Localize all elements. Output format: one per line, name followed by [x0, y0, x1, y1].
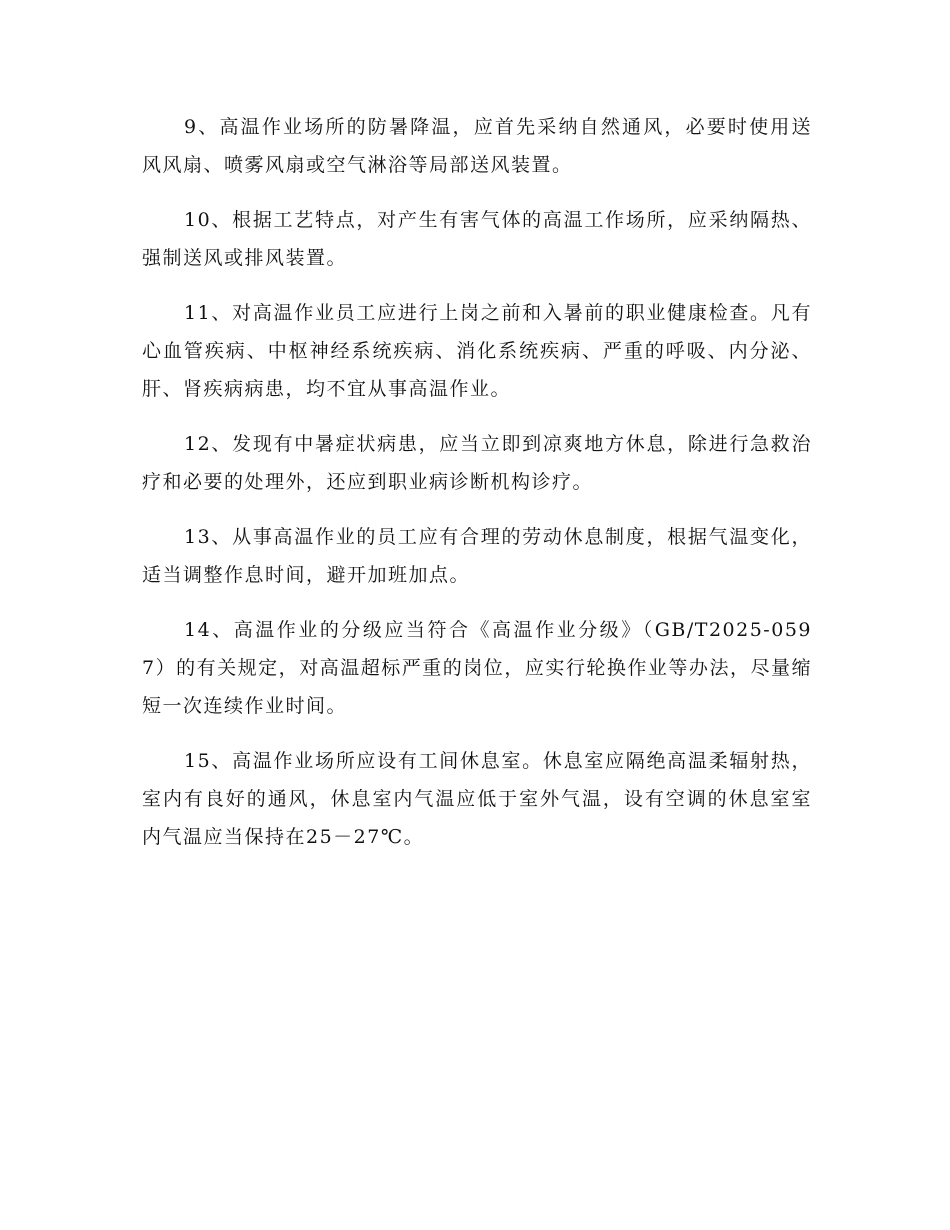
paragraph-item-10: 10、根据工艺特点，对产生有害气体的高温工作场所，应采纳隔热、强制送风或排风装置。	[142, 209, 812, 269]
paragraph-item-12: 12、发现有中暑症状病患，应当立即到凉爽地方休息，除进行急救治疗和必要的处理外，还应到职业病诊断机构诊疗。	[142, 433, 812, 493]
paragraph-item-11: 11、对高温作业员工应进行上岗之前和入暑前的职业健康检查。凡有心血管疾病、中枢神经系统疾病、消化系统疾病、严重的呼吸、内分泌、肝、肾疾病病患，均不宜从事高温作业。	[142, 302, 812, 400]
paragraph-item-15: 15、高温作业场所应设有工间休息室。休息室应隔绝高温柔辐射热，室内有良好的通风，休息室内气温应低于室外气温，设有空调的休息室室内气温应当保持在25－27℃。	[142, 750, 812, 848]
paragraph-item-9: 9、高温作业场所的防暑降温，应首先采纳自然通风，必要时使用送风风扇、喷雾风扇或空气淋浴等局部送风装置。	[142, 116, 812, 176]
paragraph-item-14: 14、高温作业的分级应当符合《高温作业分级》（GB/T2025-0597）的有关规定，对高温超标严重的岗位，应实行轮换作业等办法，尽量缩短一次连续作业时间。	[142, 619, 812, 717]
paragraph-item-13: 13、从事高温作业的员工应有合理的劳动休息制度，根据气温变化，适当调整作息时间，避开加班加点。	[142, 526, 812, 586]
document-body	[142, 108, 812, 873]
